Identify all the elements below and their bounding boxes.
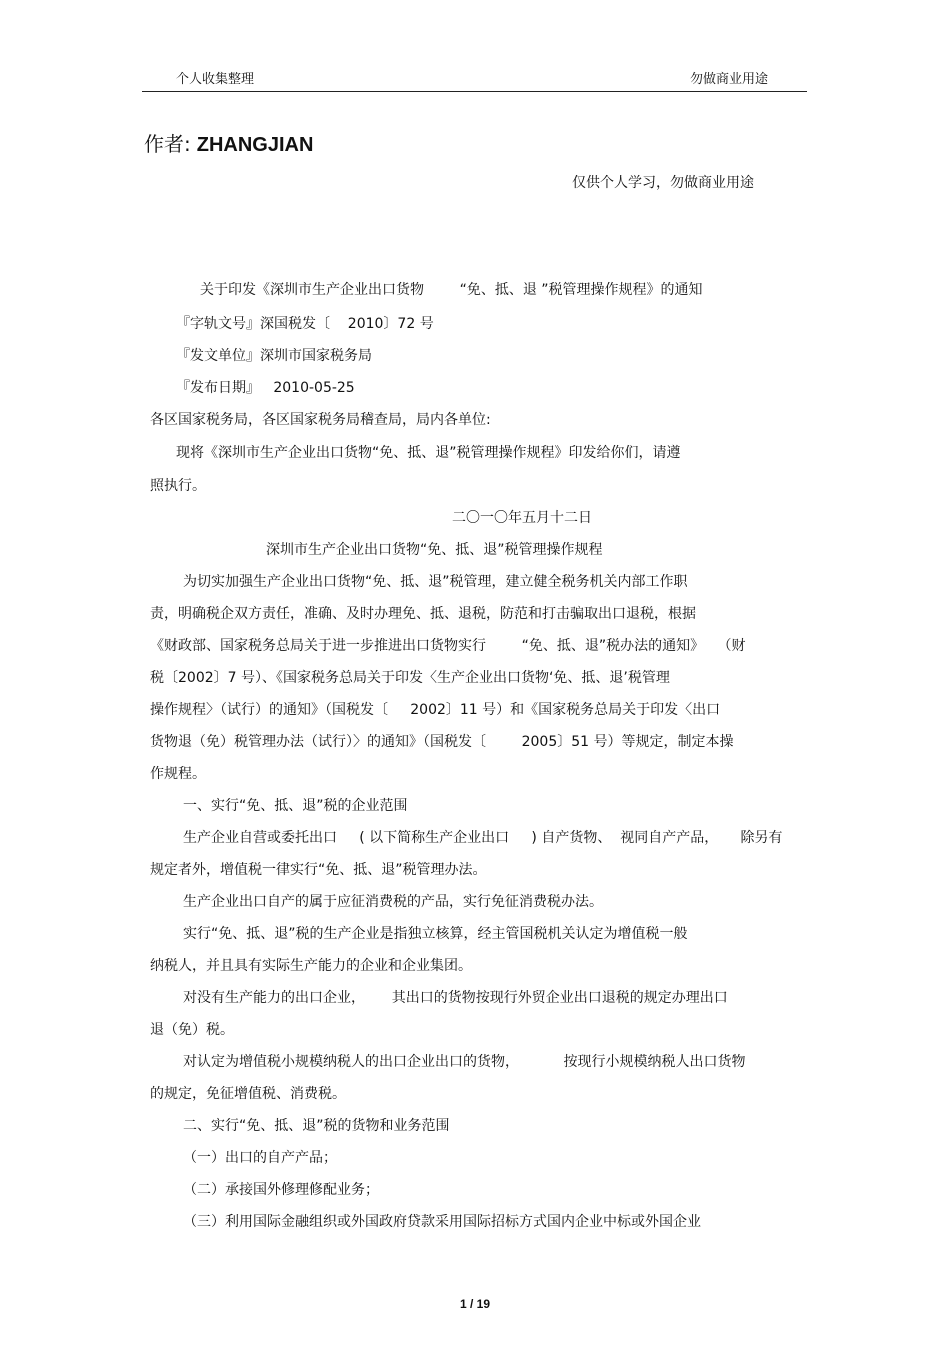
list-item: （二）承接国外修理修配业务； [183,1182,379,1198]
header-divider [142,91,807,92]
issue-date: 二〇一〇年五月十二日 [452,510,592,526]
body-line: 生产企业自营或委托出口 ( 以下简称生产企业出口 ) 自产货物、 视同自产产品， 除另有 [183,830,783,846]
body-line: 实行“免、抵、退”税的生产企业是指独立核算，经主管国税机关认定为增值税一般 [183,926,688,942]
addressee: 各区国家税务局，各区国家税务局稽查局，局内各单位: [150,412,491,428]
body-line: 的规定，免征增值税、消费税。 [150,1086,346,1102]
header-right-text: 勿做商业用途 [690,72,769,87]
body-line: 作规程。 [150,766,206,782]
document-title: 关于印发《深圳市生产企业出口货物 “免、抵、退 ”税管理操作规程》的通知 [200,282,703,298]
body-line: 为切实加强生产企业出口货物“免、抵、退”税管理，建立健全税务机关内部工作职 [183,574,688,590]
usage-notice: 仅供个人学习，勿做商业用途 [572,175,754,191]
body-line: 纳税人，并且具有实际生产能力的企业和企业集团。 [150,958,472,974]
section-heading: 一、实行“免、抵、退”税的企业范围 [183,798,408,814]
body-line: 税〔2002〕7 号）、《国家税务总局关于印发〈生产企业出口货物‘免、抵、退’税管理 [150,670,670,686]
author-line [144,128,313,157]
body-line: 《财政部、国家税务总局关于进一步推进出口货物实行 “免、抵、退”税办法的通知》 （财 [150,638,746,654]
body-line: 规定者外，增值税一律实行“免、抵、退”税管理办法。 [150,862,487,878]
list-item: （一）出口的自产产品； [183,1150,337,1166]
page-number: 1 / 19 [459,1297,491,1311]
body-line: 责，明确税企双方责任，准确、及时办理免、抵、退税，防范和打击骗取出口退税，根据 [150,606,696,622]
issuing-unit: 『发文单位』深圳市国家税务局 [176,348,372,364]
body-line: 现将《深圳市生产企业出口货物“免、抵、退”税管理操作规程》印发给你们，请遵 [176,445,681,461]
header-left-text: 个人收集整理 [176,72,255,87]
body-line: 生产企业出口自产的属于应征消费税的产品，实行免征消费税办法。 [183,894,603,910]
section-heading: 二、实行“免、抵、退”税的货物和业务范围 [183,1118,450,1134]
publish-date: 『发布日期』 2010-05-25 [176,380,355,396]
author-label: 作者: [144,132,191,156]
body-line: 操作规程〉（试行）的通知》（国税发〔 2002〕11 号）和《国家税务总局关于印发〈出口 [150,702,721,718]
body-line: 货物退（免）税管理办法（试行）〉的通知》（国税发〔 2005〕51 号）等规定，制定本操 [150,734,734,750]
body-line: 对没有生产能力的出口企业， 其出口的货物按现行外贸企业出口退税的规定办理出口 [183,990,728,1006]
author-name: ZHANGJIAN [196,134,314,156]
list-item: （三）利用国际金融组织或外国政府贷款采用国际招标方式国内企业中标或外国企业 [183,1214,701,1230]
section-title: 深圳市生产企业出口货物“免、抵、退”税管理操作规程 [266,542,603,558]
body-line: 照执行。 [150,478,206,494]
body-line: 退（免）税。 [150,1022,234,1038]
doc-number: 『字轨文号』深国税发〔 2010〕72 号 [176,316,434,332]
body-line: 对认定为增值税小规模纳税人的出口企业出口的货物， 按现行小规模纳税人出口货物 [183,1054,746,1070]
